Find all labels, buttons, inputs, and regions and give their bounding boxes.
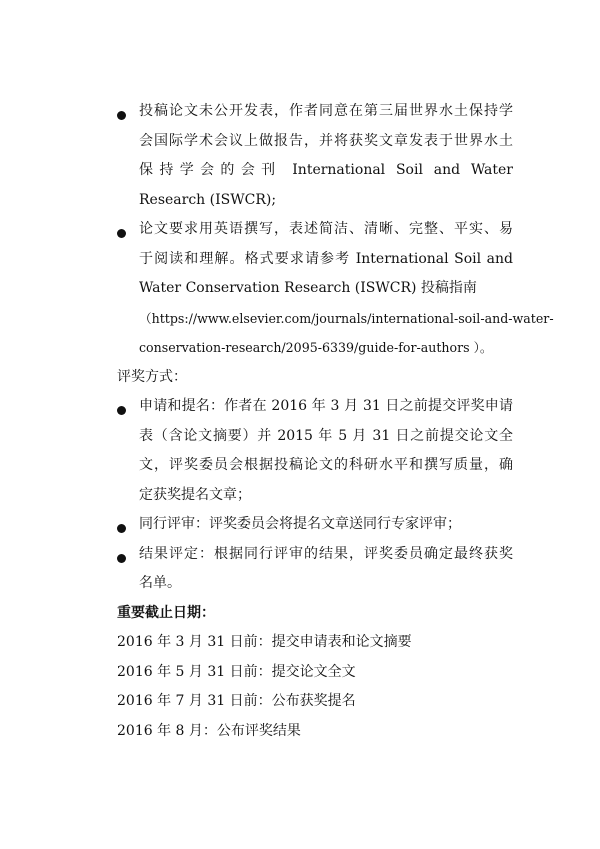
deadline-item: 2016 年 8 月：公布评奖结果 (117, 722, 301, 739)
text-line: 名单。 (139, 575, 181, 591)
text-line: 同行评审：评奖委员会将提名文章送同行专家评审； (139, 516, 461, 532)
text-line: 会国际学术会议上做报告，并将获奖文章发表于世界水土 (139, 132, 513, 149)
bullet-unpublished-paper (117, 97, 513, 215)
deadline-item: 2016 年 7 月 31 日前：公布获奖提名 (117, 693, 356, 709)
deadline-item: 2016 年 3 月 31 日前：提交申请表和论文摘要 (117, 634, 412, 650)
text-line: 表（含论文摘要）并 2015 年 5 月 31 日之前提交论文全 (139, 427, 513, 444)
deadlines-heading: 重要截止日期： (117, 604, 215, 621)
text-line: 投稿论文未公开发表，作者同意在第三届世界水土保持学 (139, 103, 513, 119)
guide-url-line: （https://www.elsevier.com/journals/international-soil-and-water- (139, 310, 554, 326)
deadline-item: 2016 年 5 月 31 日前：提交论文全文 (117, 663, 356, 680)
bullet-result-decision (117, 540, 513, 599)
guide-url-line: conservation-research/2095-6339/guide-for-authors ）。 (139, 340, 493, 355)
text-line: 申请和提名：作者在 2016 年 3 月 31 日之前提交评奖申请 (139, 398, 513, 414)
bullet-icon (117, 406, 126, 415)
bullet-icon (117, 554, 126, 563)
text-line: 论文要求用英语撰写，表述简洁、清晰、完整、平实、易 (139, 221, 513, 237)
document-body (117, 97, 554, 746)
award-method-heading: 评奖方式： (117, 368, 187, 385)
bullet-icon (117, 229, 126, 238)
text-line: Water Conservation Research (ISWCR) 投稿指南 (139, 280, 477, 296)
text-line: 结果评定：根据同行评审的结果，评奖委员确定最终获奖 (139, 545, 513, 562)
text-line: 于阅读和理解。格式要求请参考 International Soil and (139, 250, 513, 267)
bullet-application-nomination (117, 392, 513, 510)
bullet-english-requirement (117, 215, 554, 363)
bullet-peer-review (117, 510, 513, 540)
text-line: 文，评奖委员会根据投稿论文的科研水平和撰写质量，确 (139, 457, 513, 473)
text-line: 保持学会的会刊 International Soil and Water (139, 162, 513, 178)
bullet-icon (117, 524, 126, 533)
bullet-icon (117, 111, 126, 120)
text-line: 定获奖提名文章； (139, 486, 251, 503)
text-line: Research (ISWCR); (139, 191, 277, 208)
